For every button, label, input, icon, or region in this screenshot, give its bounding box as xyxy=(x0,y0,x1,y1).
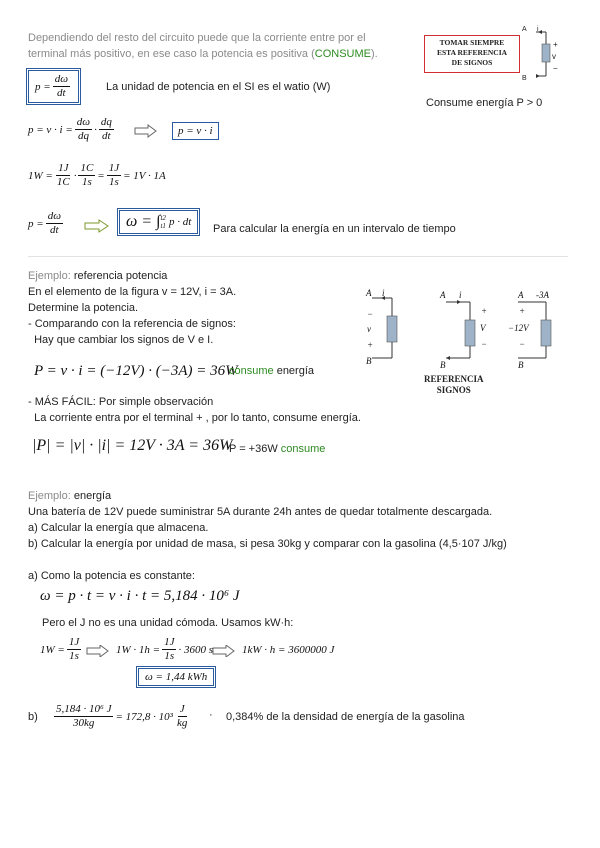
ref-label-B: B xyxy=(522,75,527,82)
consume-energy-text: Consume energía P > 0 xyxy=(426,97,543,109)
example1-topic: referencia potencia xyxy=(70,270,168,282)
power-vi-boxed xyxy=(172,122,219,140)
kwh-1s-den-2: 1s xyxy=(164,650,175,662)
fig1-label-A: A xyxy=(366,288,372,298)
example2-line-1: Una batería de 12V puede suministrar 5A durante 24h antes de quedar totalmente descargada. xyxy=(28,506,493,518)
example1-line-6: La corriente entra por el terminal + , por lo tanto, consume energía. xyxy=(28,412,361,424)
gasoline-comparison-text: 0,384% de la densidad de energía de la gasolina xyxy=(226,711,465,723)
ref-label-minus: − xyxy=(553,64,558,73)
power-chain-rule-formula: p = v · i = $\frac{d\omega}{dq}$ · $\frac{dq}{dt}$ xyxy=(28,116,116,143)
power-derivative-formula xyxy=(28,210,65,237)
p-plus-36w: P = +36W xyxy=(229,443,281,455)
reference-signs-caption xyxy=(424,374,484,396)
dt-den-3: dt xyxy=(50,224,59,236)
example2-kwh-note: Pero el J no es una unidad cómoda. Usamos kW·h: xyxy=(42,617,294,629)
kwh-1w1h: 1W · 1h = xyxy=(116,643,161,656)
1j-num-b: 1J xyxy=(108,162,120,174)
ref-caption-line-1: REFERENCIA xyxy=(424,374,484,384)
consume-label-1: consume xyxy=(229,365,274,377)
kwh-result-text: ω = 1,44 kWh xyxy=(138,668,214,686)
kwh-arrow-icon-2 xyxy=(212,645,236,657)
kwh-1w: 1W = xyxy=(40,643,65,656)
example2-part-b: b) xyxy=(28,711,38,723)
example2-title xyxy=(28,490,111,502)
example1-title xyxy=(28,270,167,282)
kwh-3600: · 3600 s xyxy=(178,643,214,656)
ref-label-A: A xyxy=(522,26,527,33)
example2-kwh-conversion xyxy=(40,636,83,663)
example1-line-5: - MÁS FÁCIL: Por simple observación xyxy=(28,396,214,408)
ref-label-v: v xyxy=(552,52,556,61)
energy-label-1: energía xyxy=(273,365,315,377)
fig2-label-plus: + xyxy=(481,306,488,316)
fig2-label-B: B xyxy=(440,360,446,370)
dq-den: dq xyxy=(77,130,89,142)
density-dot: · xyxy=(209,709,213,721)
1c-den: 1C xyxy=(56,176,70,188)
fig3-label-m12V: −12V xyxy=(508,323,529,333)
fig3-label-minus: − xyxy=(519,339,526,349)
1w-rhs: = 1V · 1A xyxy=(123,169,166,182)
kwh-1j-num: 1J xyxy=(68,636,80,648)
p-symbol: p = xyxy=(35,80,51,93)
fig3-label-B: B xyxy=(518,360,524,370)
intro-line-2-text: terminal más positivo, en ese caso la potencia es positiva ( xyxy=(28,48,315,60)
intro-line-1: Dependiendo del resto del circuito puede que la corriente entre por el xyxy=(28,32,366,44)
1s-den-b: 1s xyxy=(109,176,119,188)
example1-line-4: Hay que cambiar los signos de V e I. xyxy=(28,334,214,346)
1c-num: 1C xyxy=(80,162,94,174)
example2-label: Ejemplo: xyxy=(28,490,71,502)
fig1-label-i: i xyxy=(382,288,385,298)
consume-label-2: consume xyxy=(280,443,326,455)
energy-integral-formula xyxy=(119,210,198,234)
fig3-label-plus: + xyxy=(519,306,526,316)
lower-limit: t1 xyxy=(160,222,166,230)
fig2-label-minus: − xyxy=(481,339,488,349)
example2-line-3: b) Calcular la energía por unidad de masa, si pesa 30kg y comparar con la gasolina (4,5·107 J/kg) xyxy=(28,538,507,550)
implies-arrow-icon xyxy=(84,219,110,233)
ref-label-plus: + xyxy=(553,40,558,49)
energy-interval-text: Para calcular la energía en un intervalo de tiempo xyxy=(213,223,456,235)
1j-num: 1J xyxy=(58,162,69,174)
kwh-final-boxed xyxy=(138,668,214,686)
power-definition-formula xyxy=(28,70,79,103)
dw-num-2: dω xyxy=(76,116,91,128)
example1-label: Ejemplo: xyxy=(28,270,71,282)
kwh-arrow-icon-1 xyxy=(86,645,110,657)
example2-energy-density-formula xyxy=(52,703,191,730)
fig2-label-A: A xyxy=(440,290,446,300)
example1-power-equation: P = v · i = (−12V) · (−3A) = 36W xyxy=(34,363,238,379)
example2-part-a: a) Como la potencia es constante: xyxy=(28,570,195,582)
dt-denominator: dt xyxy=(57,87,66,99)
example2-topic: energía xyxy=(70,490,112,502)
kwh-1s-den: 1s xyxy=(69,650,79,662)
integrand: p · dt xyxy=(168,216,192,228)
1w-lhs: 1W = xyxy=(28,169,53,182)
example1-power-note xyxy=(229,365,314,377)
kwh-1j-num-2: 1J xyxy=(164,636,175,648)
fig2-label-V: V xyxy=(480,323,486,333)
dt-den-2: dt xyxy=(102,130,111,142)
sign-reference-box xyxy=(424,35,520,73)
kwh-result-equation: 1kW · h = 3600000 J xyxy=(242,644,335,656)
dq-num: dq xyxy=(100,116,112,128)
example1-abs-note xyxy=(229,443,325,455)
density-unit-num: J xyxy=(179,703,185,715)
ref-box-line-2: ESTA REFERENCIA xyxy=(436,48,508,57)
ref-box-line-3: DE SIGNOS xyxy=(451,58,493,67)
example1-abs-equation: |P| = |v| · |i| = 12V · 3A = 36W xyxy=(32,437,233,454)
fig3-label-A: A xyxy=(518,290,524,300)
density-unit-den: kg xyxy=(176,717,188,729)
p-symbol-2: p = xyxy=(28,217,44,230)
dw-numerator: dω xyxy=(54,73,68,85)
example1-line-3: - Comparando con la referencia de signos: xyxy=(28,318,236,330)
ref-box-line-1: TOMAR SIEMPRE xyxy=(439,38,505,47)
example1-line-2: Determine la potencia. xyxy=(28,302,139,314)
1s-den: 1s xyxy=(81,176,92,188)
fig1-label-v: v xyxy=(367,324,371,334)
density-num: 5,184 · 10⁶ J xyxy=(56,703,112,715)
fig1-label-B: B xyxy=(366,356,372,366)
ref-label-i: i xyxy=(537,26,539,33)
ref-caption-line-2: SIGNOS xyxy=(436,385,471,395)
right-arrow-icon xyxy=(134,124,158,138)
p-vi-box-text: p = v · i xyxy=(172,122,219,140)
watt-definition-formula: 1W = $\frac{1J}{1C}$ · $\frac{1C}{1s}$ = $\frac{1J}{1s}$ = 1V · 1A xyxy=(28,162,166,188)
example2-energy-equation: ω = p · t = v · i · t = 5,184 · 10⁶ J xyxy=(40,588,240,604)
density-den: 30kg xyxy=(73,717,95,729)
fig1-label-plus: + xyxy=(367,340,374,350)
fig3-label-m3A: -3A xyxy=(536,290,549,300)
p-vi-equals: p = v · i = xyxy=(28,123,73,136)
integral-symbol: ω = ∫ xyxy=(126,213,161,230)
consume-highlight: CONSUME xyxy=(314,48,371,60)
example1-line-1: En el elemento de la figura v = 12V, i = 3A. xyxy=(28,286,237,298)
fig2-label-i: i xyxy=(459,290,462,300)
kwh-middle-formula xyxy=(116,636,213,663)
upper-limit: t2 xyxy=(160,214,166,222)
si-unit-text: La unidad de potencia en el SI es el watio (W) xyxy=(106,81,331,93)
intro-line-2 xyxy=(28,48,378,60)
fig1-label-minus: − xyxy=(367,309,374,319)
example2-line-2: a) Calcular la energía que almacena. xyxy=(28,522,209,534)
section-divider-1 xyxy=(28,256,568,257)
intro-line-2-end: ). xyxy=(371,48,378,60)
dw-num-3: dω xyxy=(47,210,61,222)
density-value: = 172,8 · 10³ xyxy=(115,710,173,723)
